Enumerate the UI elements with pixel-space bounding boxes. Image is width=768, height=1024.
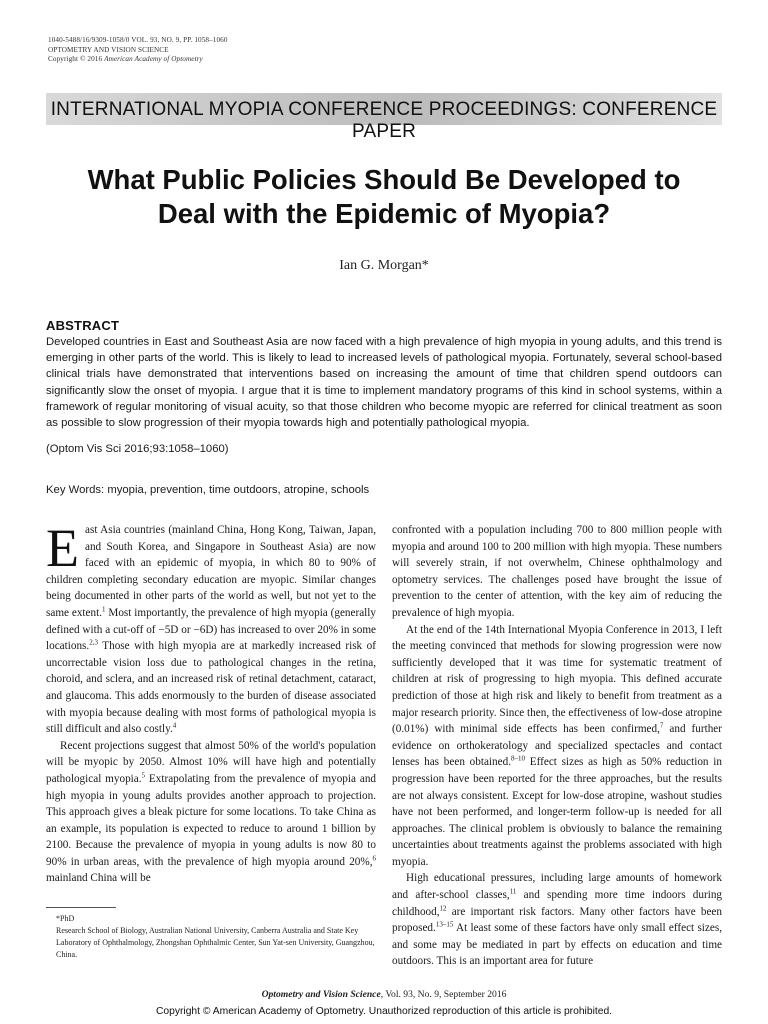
text-run: and further evidence on orthokeratology and specialized spectacles and contact lenses has been obtained. — [392, 723, 722, 769]
paragraph: confronted with a population including 700 to 800 million people with myopia and around 100 to 200 million with high myopia. These numbers will severely strain, if not overwhelm, Chinese ophthalmology and optometry services. The challenges posed have brought the issue of prevention to the center of attention, with the key aim of reducing the prevalence of high myopia. — [392, 524, 722, 619]
copyright-notice: Copyright © American Academy of Optometry. Unauthorized reproduction of this article is prohibited. — [155, 1006, 613, 1017]
author-affiliation: Research School of Biology, Australian National University, Canberra Australia and State Key Laboratory of Ophthalmology, Zhongshan Ophthalmic Center, Sun Yat-sen University, Guangzhou, China. — [56, 926, 375, 959]
copyright-line — [48, 55, 228, 65]
text-run: and spending more time indoors during childhood, — [392, 889, 723, 918]
paragraph — [392, 622, 722, 871]
reference-marker[interactable]: 13–15 — [435, 920, 454, 929]
author-degree: *PhD — [56, 914, 75, 923]
paragraph — [392, 870, 722, 970]
keywords: Key Words: myopia, prevention, time outdoors, atropine, schools — [46, 484, 370, 496]
header-meta — [48, 36, 228, 65]
reference-marker[interactable]: 12 — [439, 903, 447, 912]
publisher-name: American Academy of Optometry — [104, 55, 203, 64]
reference-marker[interactable]: 2,3 — [89, 638, 98, 647]
text-run: Most importantly, the prevalence of high myopia (generally defined with a cut-off of −5D or −6D) has increased to over 20% in some locations. — [46, 606, 376, 653]
reference-marker[interactable]: 7 — [659, 721, 664, 730]
drop-cap: E — [46, 518, 79, 578]
text-run: Extrapolating from the prevalence of myopia and high myopia in young adults provides another approach to projection. This approach gives a bleak picture for some locations. To take China as an example, its population is expected to reduce to around 1 billion by 2100. Because the prevalence of myopia in young adults is now 80 to 90% in urban areas, with the prevalence of high myopia around 20%, — [46, 772, 377, 868]
reference-marker[interactable]: 5 — [141, 771, 146, 780]
journal-title: Optometry and Vision Science — [261, 989, 381, 1000]
text-run: At least some of these factors have only small effect sizes, and some may be mediated in part by effects on education and time outdoors. This is an important area for future — [392, 922, 722, 968]
right-column — [392, 522, 722, 970]
text-run: mainland China will be — [46, 872, 151, 885]
text-run: Effect sizes as high as 50% reduction in progression have been reported for the three approaches, but the results are not always consistent. Except for low-dose atropine, washout studies have not been performed, and longer-term follow-up is needed for all approaches. The clinical problem is obviously to balance the remaining uncertainties about treatments against the problems associated with high myopia. — [392, 756, 722, 868]
author-footnote — [46, 913, 376, 961]
reference-marker[interactable]: 6 — [372, 854, 376, 863]
text-run: ast Asia countries (mainland China, Hong Kong, Taiwan, Japan, and South Korea, and Singapore in Southeast Asia) are now faced with an epidemic of myopia, in which 80 to 90% of children completing secondary education are myopic. Similar changes being documented in other parts of the world as well, but not yet to the same extent. — [46, 524, 376, 619]
text-run: are important risk factors. Many other factors have been proposed. — [392, 905, 722, 935]
journal-issue: , Vol. 93, No. 9, September 2016 — [380, 989, 507, 1000]
reference-marker[interactable]: 4 — [172, 721, 177, 730]
reference-marker[interactable]: 1 — [102, 605, 106, 614]
article-title-line-1: What Public Policies Should Be Developed to — [87, 164, 681, 195]
left-column — [46, 518, 377, 887]
section-banner — [46, 93, 722, 142]
article-title — [40, 163, 728, 231]
section-banner-text: INTERNATIONAL MYOPIA CONFERENCE PROCEEDINGS: CONFERENCE PAPER — [50, 99, 718, 142]
issn-line: 1040-5488/16/9309-1058/0 VOL. 93, NO. 9, PP. 1058–1060 — [48, 36, 228, 44]
paragraph — [46, 518, 376, 738]
paragraph — [46, 738, 376, 887]
text-run: At the end of the 14th International Myopia Conference in 2013, I left the meeting convinced that methods for slowing progression were now sufficiently developed that it was time for systematic treatment of children at risk of progressing to high myopia. This defined accurate prediction of those at high risk and likely to benefit from treatment as a major research priority. Since then, the effectiveness of low-dose atropine (0.01%) with minimal side effects has been confirmed, — [392, 623, 722, 736]
abstract-heading: ABSTRACT — [46, 318, 120, 333]
article-title-line-2: Deal with the Epidemic of Myopia? — [157, 198, 611, 229]
reference-marker[interactable]: 8–10 — [511, 754, 525, 763]
text-run: Those with high myopia are at markedly increased risk of uncorrectable vision loss due to pathological changes in the retina, choroid, and sclera, and an increased risk of retinal detachment, cataract, and glaucoma. This adds enormously to the burden of disease associated with myopia because dealing with most forms of pathological myopia is still difficult and also costly. — [46, 640, 376, 736]
copyright-prefix: Copyright © 2016 — [48, 55, 105, 64]
author-name: Ian G. Morgan* — [339, 258, 429, 273]
reference-marker[interactable]: 11 — [509, 887, 517, 896]
text-run: High educational pressures, including large amounts of homework and after-school classes, — [392, 872, 722, 902]
citation: (Optom Vis Sci 2016;93:1058–1060) — [46, 443, 229, 455]
journal-footer — [0, 989, 768, 1000]
footnote-divider — [46, 907, 116, 908]
text-run: Recent projections suggest that almost 50% of the world's population will be myopic by 2050. Almost 10% will have high and potentially pathological myopia. — [46, 739, 376, 785]
journal-name-line: OPTOMETRY AND VISION SCIENCE — [48, 45, 169, 54]
abstract-text: Developed countries in East and Southeast Asia are now faced with a high prevalence of high myopia in young adults, and this trend is emerging in other parts of the world. This is likely to lead to increased levels of pathological myopia. Fortunately, several school-based clinical trials have demonstrated that interventions based on increasing the amount of time that children spend outdoors can significantly slow the onset of myopia. I argue that it is time to implement mandatory programs of this kind in school systems, within a framework of regular monitoring of visual acuity, so that those children who become myopic are referred for clinical treatment as soon as possible to slow progression of their myopia towards high and potentially pathological myopia. — [46, 336, 722, 430]
